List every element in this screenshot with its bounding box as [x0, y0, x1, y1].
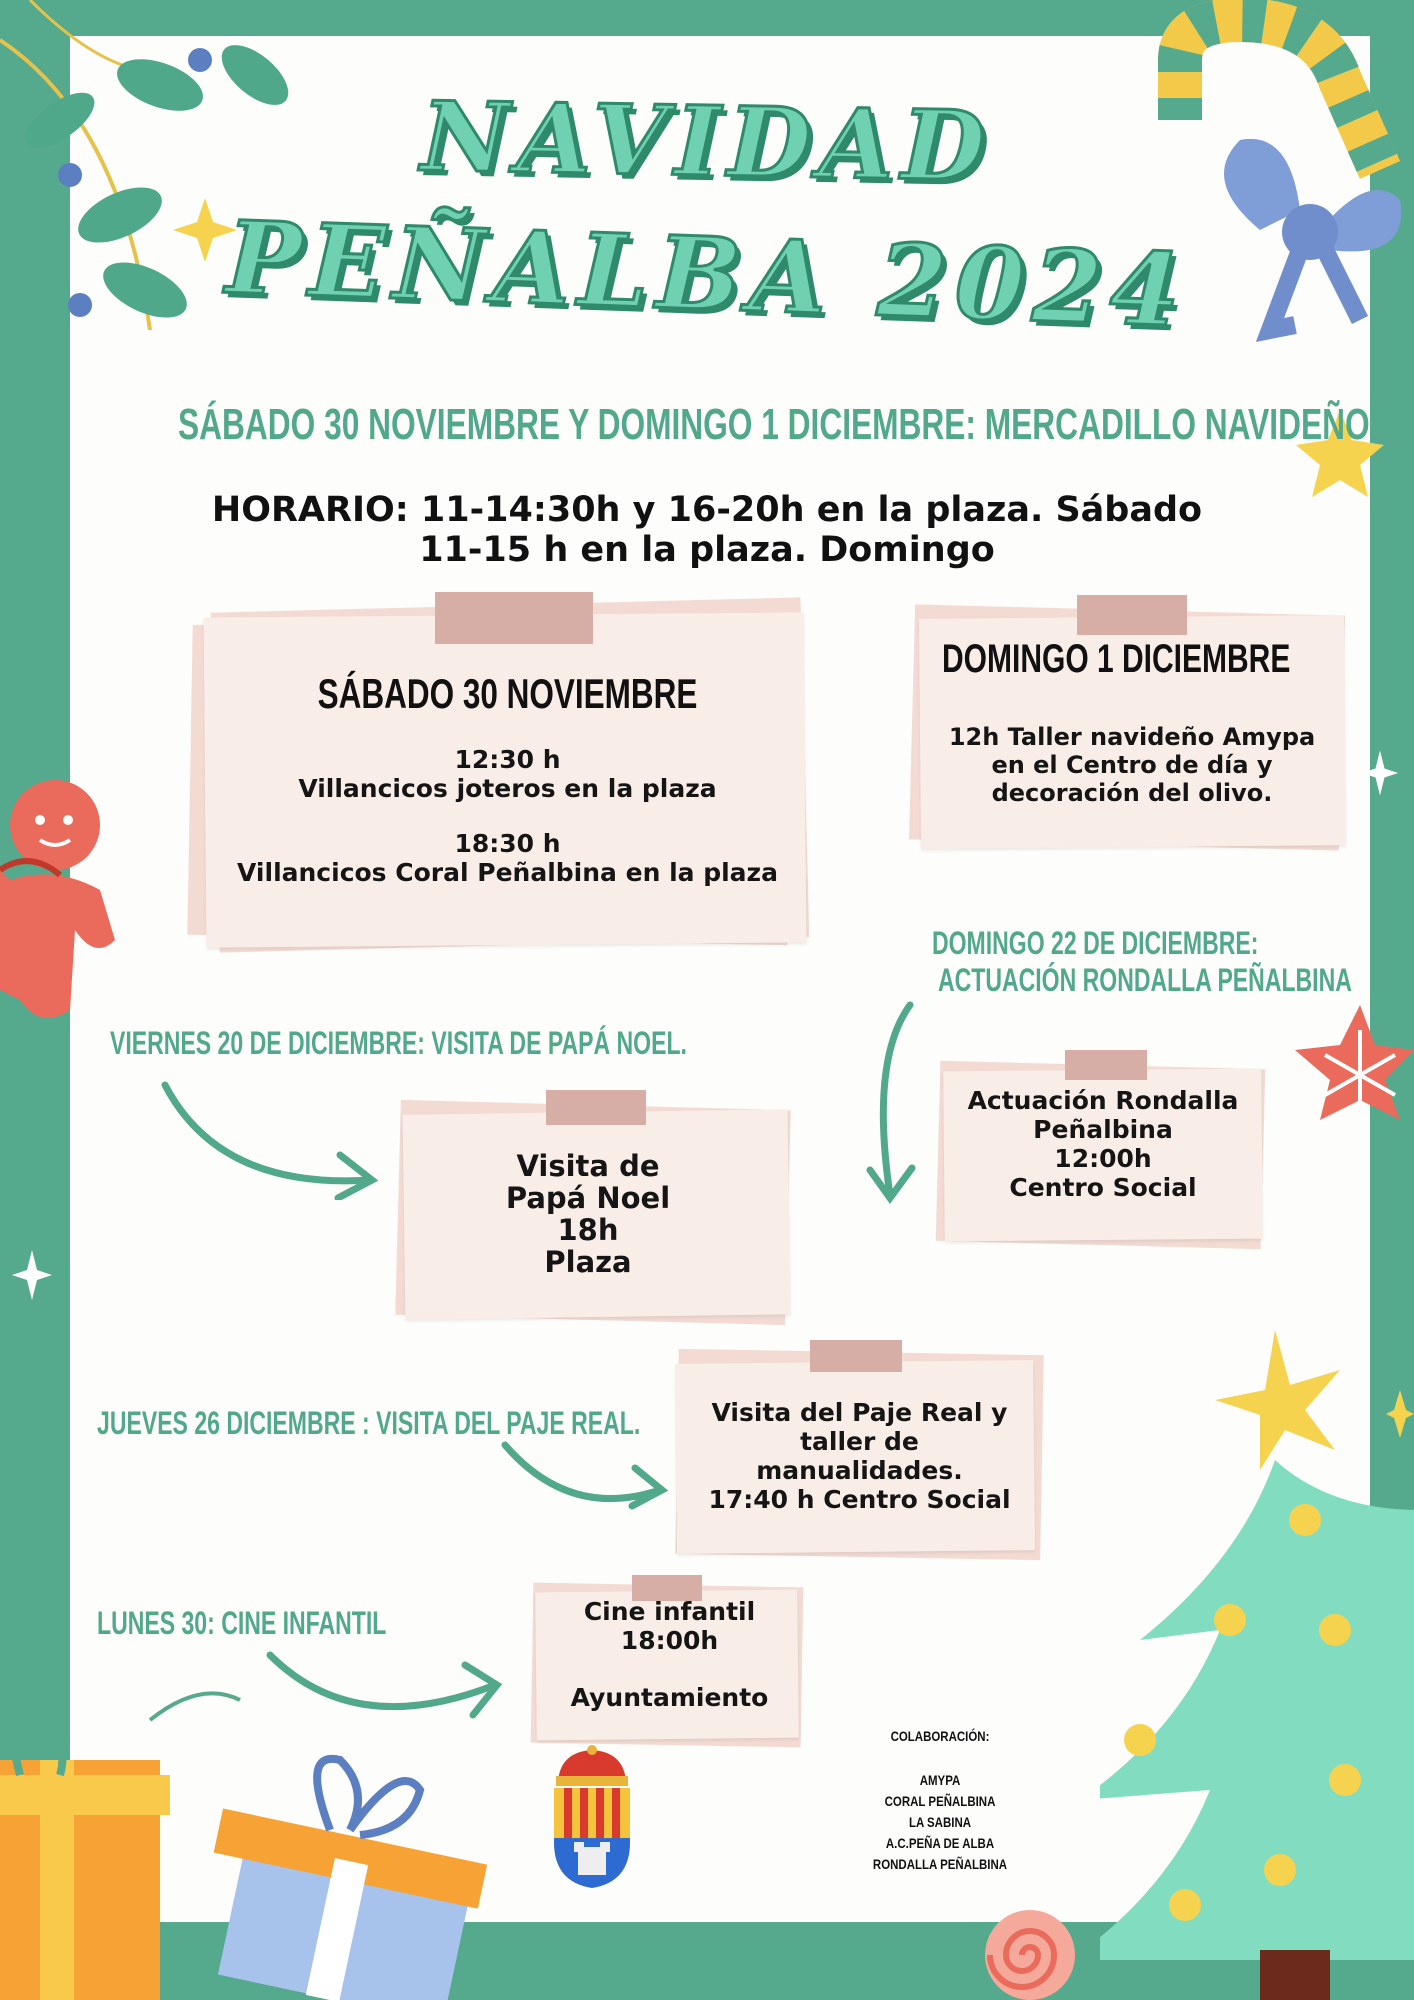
cine-line-1: Cine infantil: [583, 1597, 756, 1626]
cine-note: [532, 1575, 807, 1745]
cine-line-2: 18:00h: [620, 1626, 719, 1655]
saturday-event-2: Villancicos Coral Peñalbina en la plaza: [237, 858, 778, 887]
arrow-icon: [860, 1000, 940, 1210]
rondalla-line-2: Peñalbina: [1033, 1115, 1173, 1144]
collaborator-item: A.C.PEÑA DE ALBA: [885, 1835, 995, 1851]
gingerbread-decoration: [0, 770, 120, 1030]
saturday-note: [195, 590, 820, 960]
saturday-event-1: Villancicos joteros en la plaza: [298, 774, 717, 803]
title-line-1: NAVIDAD: [420, 80, 994, 203]
arrow-icon: [500, 1440, 670, 1520]
paje-line-1: Visita del Paje Real y: [711, 1398, 1008, 1427]
market-hours: [0, 490, 1414, 570]
rondalla-label-line-1: DOMINGO 22 DE DICIEMBRE:: [932, 925, 1259, 961]
arrow-icon: [265, 1640, 505, 1730]
noel-line-3: 18h: [557, 1213, 619, 1247]
arrow-icon: [160, 1080, 380, 1200]
saturday-time-1: 12:30 h: [454, 745, 561, 774]
saturday-heading: SÁBADO 30 NOVIEMBRE: [317, 670, 698, 717]
paje-note: [672, 1340, 1047, 1565]
rondalla-line-3: 12:00h: [1054, 1144, 1152, 1173]
sparkle-icon: [12, 1250, 52, 1300]
hours-line-1: HORARIO: 11-14:30h y 16-20h en la plaza. Sábado: [211, 490, 1203, 530]
noel-label: VIERNES 20 DE DICIEMBRE: VISITA DE PAPÁ NOEL.: [110, 1025, 687, 1061]
paje-line-2: taller de: [800, 1427, 919, 1456]
paje-line-4: 17:40 h Centro Social: [708, 1485, 1011, 1514]
saturday-time-2: 18:30 h: [454, 829, 561, 858]
rondalla-line-1: Actuación Rondalla: [967, 1086, 1239, 1115]
collaboration-list: [858, 1770, 1022, 1875]
hours-line-2: 11-15 h en la plaza. Domingo: [419, 530, 995, 570]
title-line-2: PEÑALBA 2024: [224, 198, 1190, 350]
snowflake-cookie-decoration: [1290, 1000, 1414, 1160]
coat-of-arms-logo: [550, 1742, 634, 1892]
noel-line-4: Plaza: [544, 1245, 632, 1279]
noel-line-1: Visita de: [516, 1149, 660, 1183]
paje-line-3: manualidades.: [756, 1456, 963, 1485]
christmas-tree-decoration: [1100, 1310, 1414, 2000]
sunday-line-3: decoración del olivo.: [991, 779, 1273, 807]
candy-swirl-decoration: [975, 1895, 1085, 2000]
rondalla-label-line-2: ACTUACIÓN RONDALLA PEÑALBINA: [938, 962, 1352, 998]
noel-note: [398, 1090, 798, 1330]
sunday-note: [912, 595, 1352, 860]
rondalla-note: [938, 1050, 1268, 1250]
collaborator-item: RONDALLA PEÑALBINA: [872, 1856, 1008, 1872]
sparkle-icon: [1362, 750, 1398, 796]
collaborator-item: CORAL PEÑALBINA: [884, 1793, 996, 1809]
rondalla-line-4: Centro Social: [1009, 1173, 1197, 1202]
market-announcement: SÁBADO 30 NOVIEMBRE Y DOMINGO 1 DICIEMBRE: MERCADILLO NAVIDEÑO: [178, 400, 1370, 449]
sunday-line-2: en el Centro de día y: [991, 751, 1273, 779]
cine-line-3: Ayuntamiento: [570, 1683, 769, 1712]
collaborator-item: LA SABINA: [908, 1814, 972, 1830]
paje-label: JUEVES 26 DICIEMBRE : VISITA DEL PAJE REAL.: [97, 1405, 641, 1441]
sunday-heading: DOMINGO 1 DICIEMBRE: [942, 637, 1291, 681]
cine-label: LUNES 30: CINE INFANTIL: [97, 1605, 387, 1641]
collaborator-item: AMYPA: [919, 1772, 961, 1788]
noel-line-2: Papá Noel: [505, 1181, 671, 1215]
sunday-line-1: 12h Taller navideño Amypa: [948, 723, 1316, 751]
collaboration-heading: COLABORACIÓN:: [890, 1728, 990, 1744]
